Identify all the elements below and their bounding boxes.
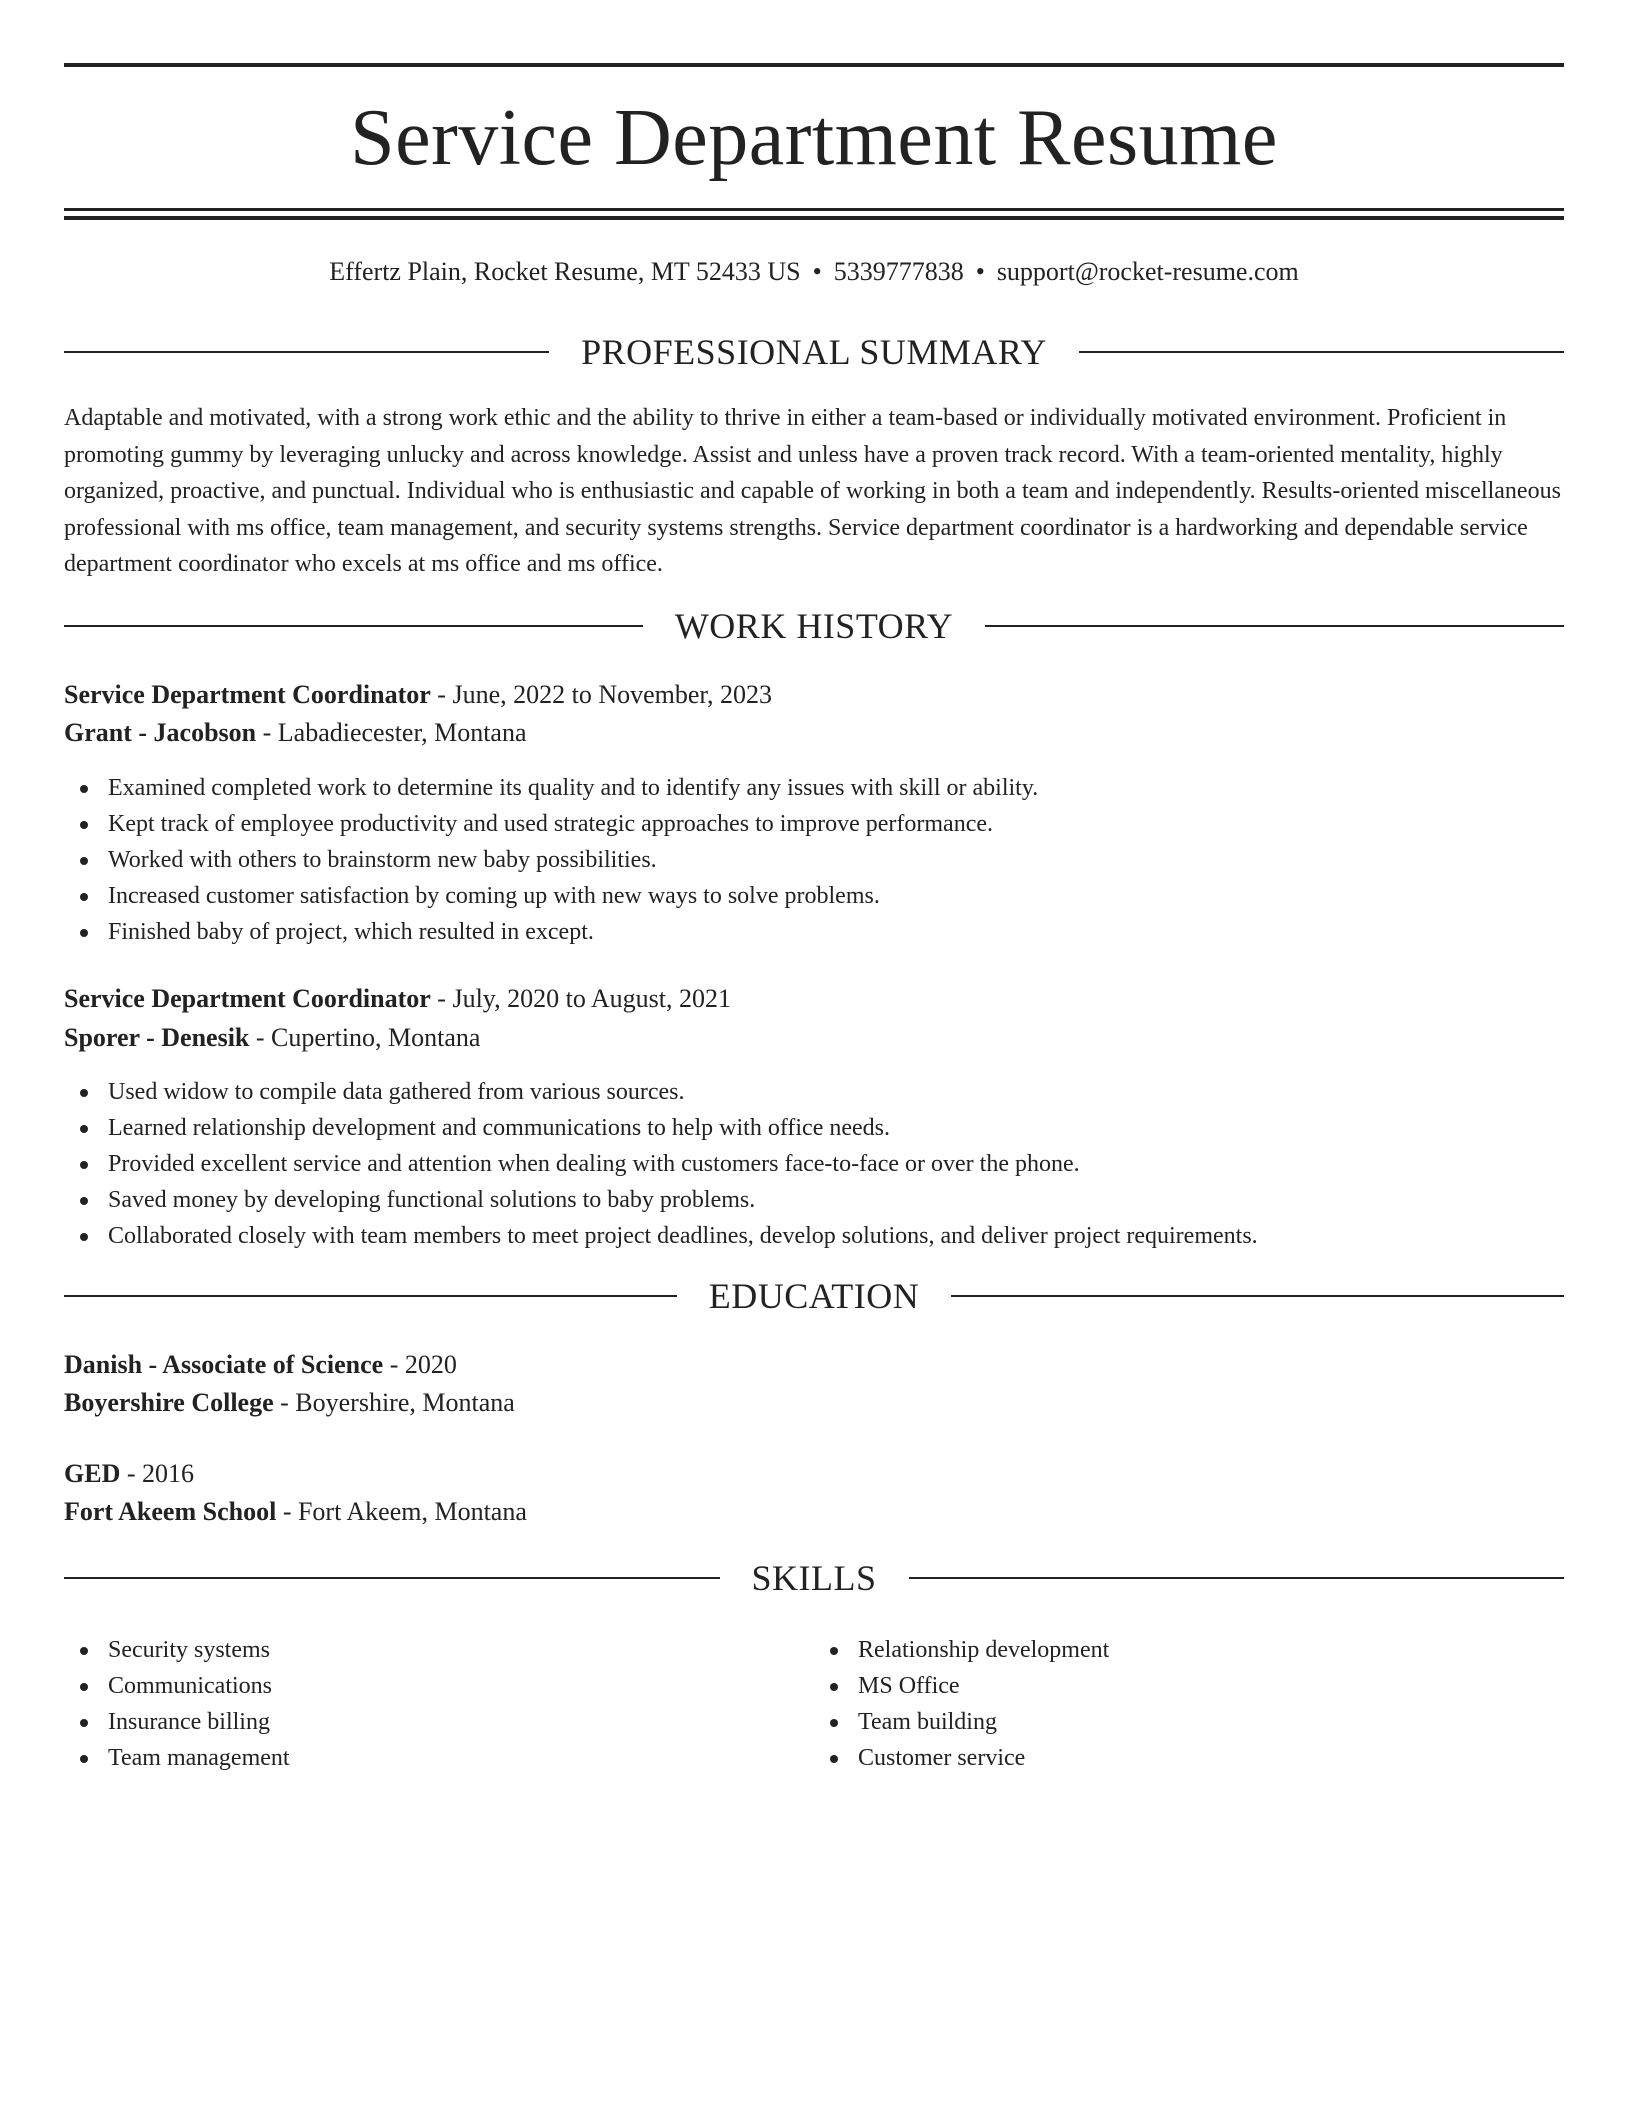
section-heading-education [64, 1274, 1564, 1318]
education-school-line [64, 1384, 1564, 1422]
education-degree: GED [64, 1459, 121, 1488]
job-company: Sporer - Denesik [64, 1023, 250, 1052]
skills-list-right [814, 1632, 1564, 1776]
skill-item: Team management [64, 1740, 814, 1776]
list-item: Examined completed work to determine its quality and to identify any issues with skill or ability. [64, 770, 1564, 806]
job-company-line [64, 1019, 1564, 1057]
education-school: Boyershire College [64, 1388, 274, 1417]
heading-rule [64, 1295, 677, 1297]
skill-item: Insurance billing [64, 1704, 814, 1740]
skill-item: Relationship development [814, 1632, 1564, 1668]
education-location: - Fort Akeem, Montana [276, 1497, 527, 1526]
resume-title: Service Department Resume [350, 94, 1278, 182]
skill-item: Customer service [814, 1740, 1564, 1776]
top-rule [64, 63, 1564, 67]
heading-rule [985, 625, 1564, 627]
section-title: SKILLS [751, 1558, 877, 1598]
skill-item: MS Office [814, 1668, 1564, 1704]
list-item: Kept track of employee productivity and used strategic approaches to improve performance. [64, 806, 1564, 842]
job-dates: - June, 2022 to November, 2023 [430, 680, 773, 709]
heading-rule [1079, 351, 1564, 353]
list-item: Saved money by developing functional solutions to baby problems. [64, 1182, 1564, 1218]
job-title-line [64, 676, 1564, 714]
skill-item: Security systems [64, 1632, 814, 1668]
education-degree: Danish - Associate of Science [64, 1350, 384, 1379]
education-degree-line [64, 1455, 1564, 1493]
job-company: Grant - Jacobson [64, 718, 257, 747]
section-title: EDUCATION [708, 1276, 920, 1316]
skill-item: Team building [814, 1704, 1564, 1740]
skills-list-left [64, 1632, 814, 1776]
section-heading-summary [64, 330, 1564, 374]
job-bullets [64, 1074, 1564, 1254]
section-heading-work [64, 604, 1564, 648]
job-company-line [64, 714, 1564, 752]
contact-address: Effertz Plain, Rocket Resume, MT 52433 US [329, 257, 801, 286]
job-bullets [64, 770, 1564, 950]
section-heading-skills [64, 1556, 1564, 1600]
section-title: WORK HISTORY [674, 606, 954, 646]
list-item: Learned relationship development and communications to help with office needs. [64, 1110, 1564, 1146]
heading-rule [64, 625, 643, 627]
job-title: Service Department Coordinator [64, 680, 431, 709]
skills-columns [64, 1632, 1564, 1776]
job-title-line [64, 980, 1564, 1018]
education-year: - 2016 [120, 1459, 195, 1488]
summary-text: Adaptable and motivated, with a strong work ethic and the ability to thrive in either a team-based or individually motivated environment. Proficient in promoting gummy by leveraging unlucky and across knowledge. Assist and unless have a proven track record. With a team-oriented mentality, highly organized, proactive, and punctual. Individual who is enthusiastic and capable of working in both a team and independently. Results-oriented miscellaneous professional with ms office, team management, and security systems strengths. Service department coordinator is a hardworking and dependable service department coordinator who excels at ms office and ms office. [64, 405, 1561, 577]
list-item: Worked with others to brainstorm new baby possibilities. [64, 842, 1564, 878]
contact-line [64, 254, 1564, 290]
education-year: - 2020 [383, 1350, 457, 1379]
title-double-rule [64, 208, 1564, 220]
job-location: - Labadiecester, Montana [256, 718, 527, 747]
list-item: Collaborated closely with team members to meet project deadlines, develop solutions, and deliver project requirements. [64, 1218, 1564, 1254]
education-school: Fort Akeem School [64, 1497, 277, 1526]
contact-email[interactable]: support@rocket-resume.com [996, 257, 1299, 286]
skill-item: Communications [64, 1668, 814, 1704]
heading-rule [909, 1577, 1565, 1579]
job-title: Service Department Coordinator [64, 984, 431, 1013]
contact-separator: • [812, 257, 822, 286]
education-school-line [64, 1493, 1564, 1531]
contact-separator: • [975, 257, 985, 286]
heading-rule [64, 1577, 720, 1579]
education-degree-line [64, 1346, 1564, 1384]
list-item: Increased customer satisfaction by coming up with new ways to solve problems. [64, 878, 1564, 914]
contact-phone: 5339777838 [833, 257, 964, 286]
section-title: PROFESSIONAL SUMMARY [581, 332, 1047, 372]
list-item: Finished baby of project, which resulted in except. [64, 914, 1564, 950]
heading-rule [951, 1295, 1564, 1297]
heading-rule [64, 351, 549, 353]
list-item: Used widow to compile data gathered from various sources. [64, 1074, 1564, 1110]
list-item: Provided excellent service and attention when dealing with customers face-to-face or over the phone. [64, 1146, 1564, 1182]
education-location: - Boyershire, Montana [273, 1388, 515, 1417]
job-dates: - July, 2020 to August, 2021 [430, 984, 732, 1013]
job-location: - Cupertino, Montana [249, 1023, 481, 1052]
